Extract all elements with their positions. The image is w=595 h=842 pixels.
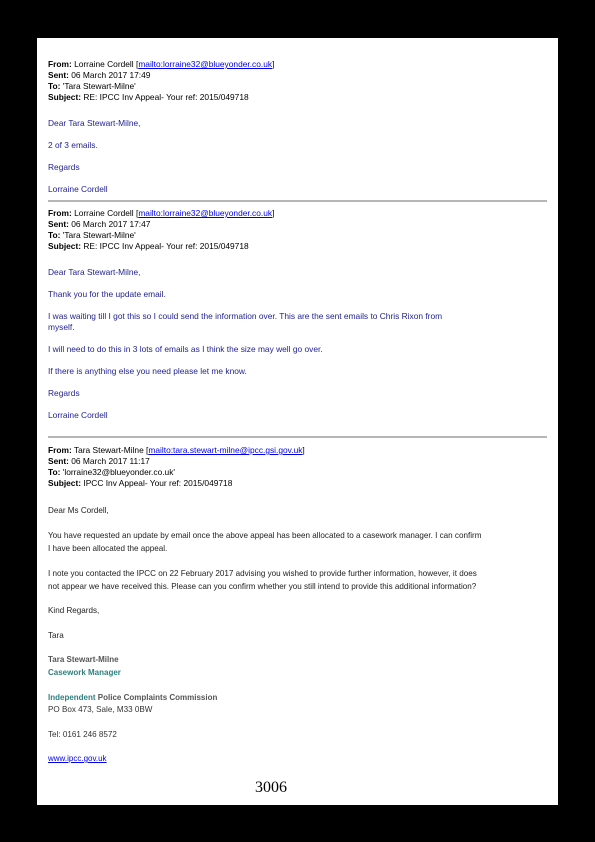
subject-label: Subject: bbox=[48, 92, 82, 102]
email3-para2-line2: not appear we have received this. Please can you confirm whether you still intend to provide this additional information? bbox=[48, 582, 477, 591]
sent-label: Sent: bbox=[48, 219, 69, 229]
email3-first-name: Tara bbox=[48, 631, 64, 640]
email3-greeting: Dear Ms Cordell, bbox=[48, 506, 109, 515]
to-label: To: bbox=[48, 230, 61, 240]
email2-from-line: From: Lorraine Cordell [mailto:lorraine32@blueyonder.co.uk] bbox=[48, 208, 275, 218]
email1-body-line: 2 of 3 emails. bbox=[48, 140, 98, 150]
email2-sent-line bbox=[48, 219, 150, 230]
email3-para1-line2: I have been allocated the appeal. bbox=[48, 544, 168, 553]
sent-label: Sent: bbox=[48, 70, 69, 80]
from-name: Lorraine Cordell bbox=[74, 208, 134, 218]
email2-signature: Lorraine Cordell bbox=[48, 410, 108, 420]
email3-para2-line1: I note you contacted the IPCC on 22 February 2017 advising you wished to provide further information, however, it does bbox=[48, 569, 477, 578]
from-name: Lorraine Cordell bbox=[74, 59, 134, 69]
signature-role: Casework Manager bbox=[48, 668, 121, 677]
from-mailto-link[interactable]: mailto:lorraine32@blueyonder.co.uk bbox=[138, 208, 273, 218]
document-page bbox=[37, 38, 558, 805]
subject-text: RE: IPCC Inv Appeal- Your ref: 2015/049718 bbox=[83, 92, 249, 102]
email3-sent-line bbox=[48, 456, 150, 467]
subject-text: IPCC Inv Appeal- Your ref: 2015/049718 bbox=[83, 478, 233, 488]
page-number: 3006 bbox=[255, 779, 287, 796]
email1-subject-line bbox=[48, 92, 249, 103]
email3-para1-line1: You have requested an update by email once the above appeal has been allocated to a casework manager. I can confirm bbox=[48, 531, 482, 540]
from-label: From: bbox=[48, 208, 72, 218]
from-mailto-link[interactable]: mailto:tara.stewart-milne@ipcc.gsi.gov.uk bbox=[148, 445, 303, 455]
email2-greeting: Dear Tara Stewart-Milne, bbox=[48, 267, 141, 277]
email2-subject-line bbox=[48, 241, 249, 252]
email1-to-line bbox=[48, 81, 136, 92]
organisation-highlight: Independent bbox=[48, 693, 96, 702]
email2-para2-line2: myself. bbox=[48, 322, 75, 332]
email2-para4: If there is anything else you need please let me know. bbox=[48, 366, 247, 376]
email2-para2-line1: I was waiting till I got this so I could send the information over. This are the sent emails to Chris Rixon from bbox=[48, 311, 443, 321]
sent-date: 06 March 2017 17:47 bbox=[71, 219, 151, 229]
email1-greeting: Dear Tara Stewart-Milne, bbox=[48, 118, 141, 128]
email2-to-line bbox=[48, 230, 136, 241]
email3-to-line bbox=[48, 467, 175, 478]
email1-signature: Lorraine Cordell bbox=[48, 184, 108, 194]
email2-para3: I will need to do this in 3 lots of emails as I think the size may well go over. bbox=[48, 344, 323, 354]
email2-para1: Thank you for the update email. bbox=[48, 289, 166, 299]
email-separator bbox=[48, 436, 547, 438]
to-label: To: bbox=[48, 81, 61, 91]
organisation-name bbox=[48, 693, 217, 702]
to-recipient: 'lorraine32@blueyonder.co.uk' bbox=[62, 467, 176, 477]
subject-label: Subject: bbox=[48, 241, 82, 251]
to-label: To: bbox=[48, 467, 61, 477]
email3-from-line: From: Tara Stewart-Milne [mailto:tara.stewart-milne@ipcc.gsi.gov.uk] bbox=[48, 445, 305, 455]
email2-regards: Regards bbox=[48, 388, 80, 398]
sent-label: Sent: bbox=[48, 456, 69, 466]
organisation-rest: Police Complaints Commission bbox=[97, 693, 218, 702]
sent-date: 06 March 2017 17:49 bbox=[71, 70, 151, 80]
organisation-address: PO Box 473, Sale, M33 0BW bbox=[48, 705, 153, 714]
signature-name: Tara Stewart-Milne bbox=[48, 655, 119, 664]
email3-subject-line bbox=[48, 478, 232, 489]
website-link[interactable]: www.ipcc.gov.uk bbox=[48, 754, 107, 763]
email-separator bbox=[48, 200, 547, 202]
email1-regards: Regards bbox=[48, 162, 80, 172]
subject-text: RE: IPCC Inv Appeal- Your ref: 2015/049718 bbox=[83, 241, 249, 251]
from-label: From: bbox=[48, 59, 72, 69]
organisation-telephone: Tel: 0161 246 8572 bbox=[48, 730, 117, 739]
from-mailto-link[interactable]: mailto:lorraine32@blueyonder.co.uk bbox=[138, 59, 273, 69]
subject-label: Subject: bbox=[48, 478, 82, 488]
to-recipient: 'Tara Stewart-Milne' bbox=[62, 81, 136, 91]
email1-sent-line bbox=[48, 70, 150, 81]
email1-from-line: From: Lorraine Cordell [mailto:lorraine32@blueyonder.co.uk] bbox=[48, 59, 275, 69]
email3-closing: Kind Regards, bbox=[48, 606, 100, 615]
to-recipient: 'Tara Stewart-Milne' bbox=[62, 230, 136, 240]
from-label: From: bbox=[48, 445, 72, 455]
sent-date: 06 March 2017 11:17 bbox=[71, 456, 150, 466]
from-name: Tara Stewart-Milne bbox=[73, 445, 144, 455]
